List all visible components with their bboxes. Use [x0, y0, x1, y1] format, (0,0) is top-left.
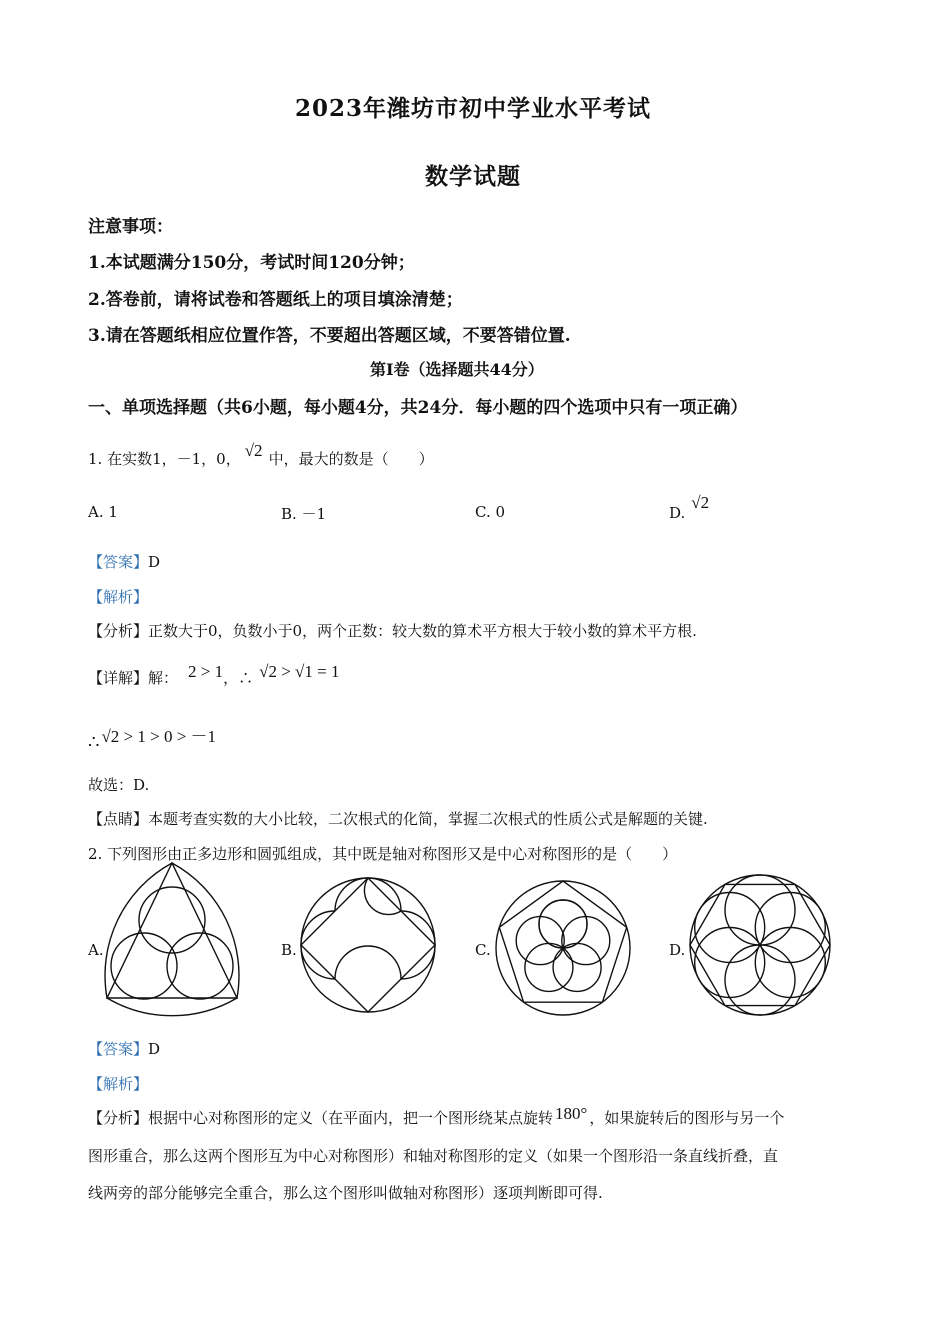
note-item-2: 2.答卷前，请将试卷和答题纸上的项目填涂清楚； — [88, 290, 463, 310]
q2-fenxi-line1-end: ，如果旋转后的图形与另一个 — [589, 1109, 785, 1127]
q1-answer-tag: 【答案】 — [88, 553, 149, 571]
q1-stem-before: 1. 在实数1，－1，0， — [88, 450, 241, 468]
q1-xiangjie-mid: ，∴ — [223, 669, 254, 687]
q2-figure-d-shape — [690, 875, 830, 1015]
q1-choose: 故选：D. — [88, 776, 150, 794]
q2-fenxi-tag: 【分析】 — [88, 1109, 149, 1127]
q2-figure-d — [688, 873, 832, 1017]
q1-stem — [88, 441, 434, 469]
q2-fenxi-line3: 线两旁的部分能够完全重合，那么这个图形叫做轴对称图形）逐项判断即可得. — [88, 1184, 603, 1202]
q2-option-d: D. — [669, 941, 686, 959]
q1-fenxi-tag: 【分析】 — [88, 622, 149, 640]
q1-answer-line — [88, 551, 160, 572]
q2-figure-b — [299, 876, 437, 1014]
q1-option-d-label: D. — [669, 504, 686, 522]
q1-xiangjie-math1: 2 > 1 — [188, 662, 224, 681]
q1-analysis-tag: 【解析】 — [88, 588, 149, 606]
q1-option-b: B. －1 — [281, 505, 327, 523]
q1-fenxi-line — [88, 620, 697, 641]
q2-stem: 2. 下列图形由正多边形和圆弧组成，其中既是轴对称图形又是中心对称图形的是（ ） — [88, 845, 678, 863]
q1-option-a: A. 1 — [88, 503, 118, 521]
q2-answer-tag: 【答案】 — [88, 1040, 149, 1058]
q1-xiangjie-line — [88, 662, 340, 688]
q2-figure-c — [494, 879, 632, 1017]
q2-fenxi-line1 — [88, 1104, 785, 1128]
q2-fenxi-line1: 根据中心对称图形的定义（在平面内，把一个图形绕某点旋转 — [148, 1109, 554, 1127]
q1-answer: D — [148, 553, 161, 571]
q2-answer: D — [148, 1040, 161, 1058]
q2-option-c: C. — [475, 941, 491, 959]
q1-chain-line — [88, 722, 217, 753]
exam-subtitle: 数学试题 — [425, 163, 521, 190]
volume-heading: 第I卷（选择题共44分） — [370, 360, 544, 379]
q2-figure-a — [104, 860, 240, 1006]
q1-dianjing-tag: 【点睛】 — [88, 810, 149, 828]
q1-option-d — [669, 493, 710, 523]
q1-dianjing: 本题考查实数的大小比较，二次根式的化简，掌握二次根式的性质公式是解题的关键. — [148, 810, 708, 828]
q2-fenxi-line2: 图形重合，那么这两个图形互为中心对称图形）和轴对称图形的定义（如果一个图形沿一条直线折叠，直 — [88, 1147, 779, 1165]
q2-analysis-tag: 【解析】 — [88, 1075, 149, 1093]
notes-heading: 注意事项： — [88, 217, 173, 237]
q1-stem-math: √2 — [244, 441, 263, 460]
q1-therefore: ∴ — [88, 732, 100, 753]
part-heading: 一、单项选择题（共6小题，每小题4分，共24分．每小题的四个选项中只有一项正确） — [88, 398, 748, 418]
q1-dianjing-line — [88, 808, 708, 829]
q2-option-b: B. — [281, 941, 297, 959]
q1-option-c: C. 0 — [475, 503, 506, 521]
q2-option-a: A. — [88, 941, 104, 959]
q1-option-d-math: √2 — [691, 493, 710, 512]
q2-fenxi-math: 180° — [555, 1104, 588, 1123]
q2-answer-line — [88, 1038, 160, 1059]
exam-title: 2023年潍坊市初中学业水平考试 — [295, 95, 652, 122]
q1-fenxi: 正数大于0，负数小于0，两个正数：较大数的算术平方根大于较小数的算术平方根. — [148, 622, 697, 640]
q1-xiangjie-prefix: 解： — [148, 669, 179, 687]
q2-figure-b-shape — [301, 878, 435, 1012]
q1-chain: √2 > 1 > 0 > －1 — [101, 727, 217, 746]
q1-stem-after: 中，最大的数是（ ） — [268, 450, 434, 468]
q1-xiangjie-math2: √2 > √1 = 1 — [259, 662, 340, 681]
note-item-1: 1.本试题满分150分，考试时间120分钟； — [88, 253, 415, 273]
q1-xiangjie-tag: 【详解】 — [88, 669, 149, 687]
note-item-3: 3.请在答题纸相应位置作答，不要超出答题区域，不要答错位置. — [88, 326, 571, 346]
q2-figure-c-shape — [496, 881, 630, 1015]
q2-figure-a-shape — [105, 863, 239, 1016]
